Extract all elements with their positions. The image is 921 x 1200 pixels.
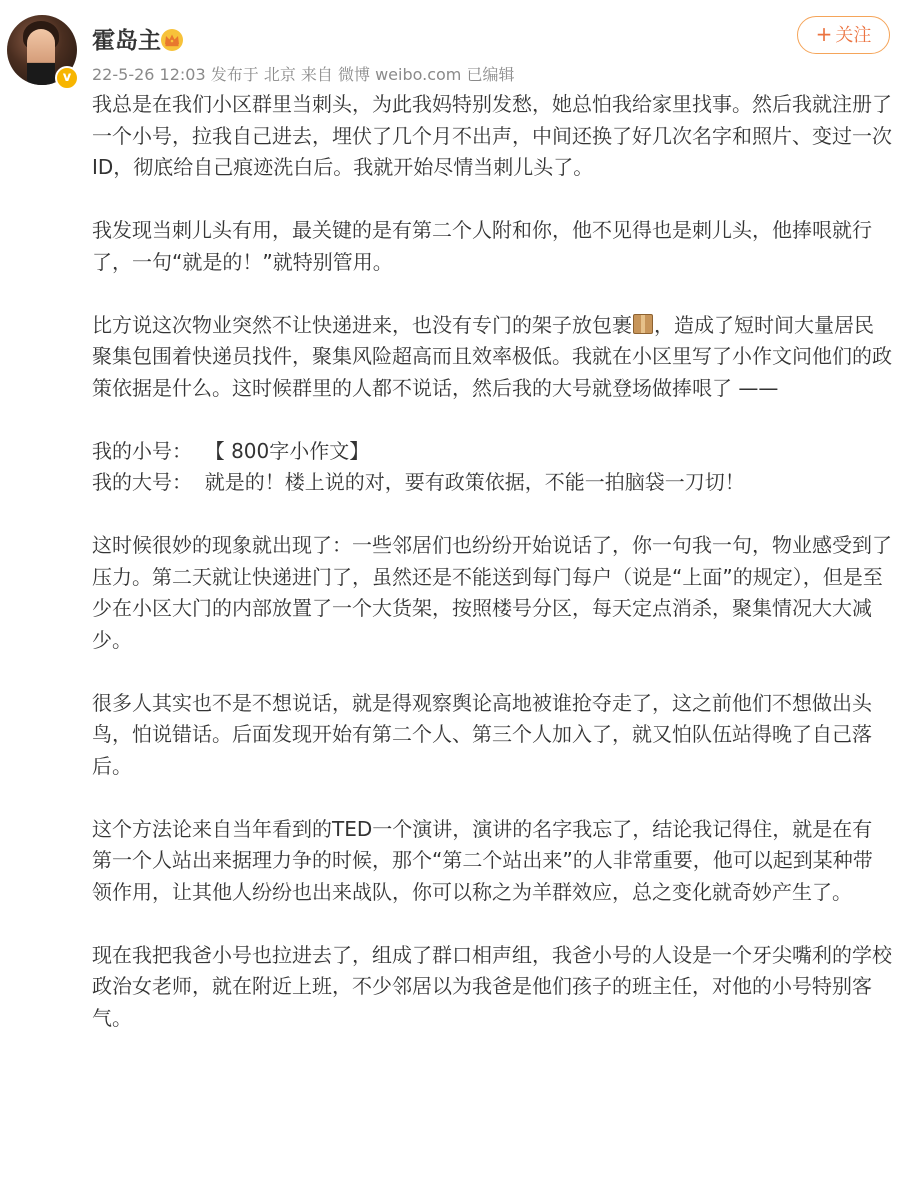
plus-icon: + [815, 22, 833, 46]
verified-badge-icon: v [55, 66, 79, 90]
post-date[interactable]: 22-5-26 12:03 [92, 65, 206, 84]
paragraph-1: 我总是在我们小区群里当刺头，为此我妈特别发愁，她总怕我给家里找事。然后我就注册了一个小号，拉我自己进去，埋伏了几个月不出声，中间还换了好几次名字和照片、变过一次ID，彻底给自己痕迹洗白后。我就开始尽情当刺儿头了。 [92, 92, 892, 179]
follow-label: 关注 [835, 25, 872, 46]
paragraph-3 [92, 310, 892, 405]
user-name[interactable]: 霍岛主 [92, 28, 161, 54]
paragraph-6: 很多人其实也不是不想说话，就是得观察舆论高地被谁抢夺走了，这之前他们不想做出头鸟，怕说错话。后面发现开始有第二个人、第三个人加入了，就又怕队伍站得晚了自己落后。 [92, 690, 872, 778]
paragraph-5: 这时候很妙的现象就出现了：一些邻居们也纷纷开始说话了，你一句我一句，物业感受到了压力。第二天就让快递进门了，虽然还是不能送到每门每户（说是“上面”的规定），但是至少在小区大门的内部放置了一个大货架，按照楼号分区，每天定点消杀，聚集情况大大减少。 [92, 533, 892, 652]
package-icon [633, 314, 653, 334]
post-content [92, 89, 892, 1034]
avatar-figure [27, 29, 55, 85]
small-account-line: 我的小号： 【 800字小作文】 [92, 438, 370, 463]
paragraph-3-start: 比方说这次物业突然不让快递进来，也没有专门的架子放包裹 [92, 312, 632, 337]
paragraph-7: 这个方法论来自当年看到的TED一个演讲，演讲的名字我忘了，结论我记得住，就是在有第一个人站出来据理力争的时候，那个“第二个站出来”的人非常重要，他可以起到某种带领作用，让其他人纷纷也出来战队，你可以称之为羊群效应，总之变化就奇妙产生了。 [92, 816, 873, 904]
paragraph-8: 现在我把我爸小号也拉进去了，组成了群口相声组，我爸小号的人设是一个牙尖嘴利的学校政治女老师，就在附近上班，不少邻居以为我爸是他们孩子的班主任，对他的小号特别客气。 [92, 942, 892, 1030]
paragraph-3-end: ，造成了短时间大量居民聚集包围着快递员找件，聚集风险超高而且效率极低。我就在小区里写了小作文问他们的政策依据是什么。这时候群里的人都不说话，然后我的大号就登场做捧哏了 —— [92, 312, 892, 400]
main-account-line: 我的大号： 就是的！楼上说的对，要有政策依据，不能一拍脑袋一刀切！ [92, 470, 745, 494]
follow-button[interactable] [797, 16, 890, 54]
post-meta [92, 64, 515, 86]
post-source[interactable]: 来自 微博 weibo.com [300, 65, 462, 84]
post-location: 发布于 北京 [210, 65, 296, 84]
edited-label[interactable]: 已编辑 [466, 65, 515, 84]
crown-icon [160, 28, 184, 52]
paragraph-2: 我发现当刺儿头有用，最关键的是有第二个人附和你，他不见得也是刺儿头，他捧哏就行了，一句“就是的！”就特别管用。 [92, 218, 872, 274]
